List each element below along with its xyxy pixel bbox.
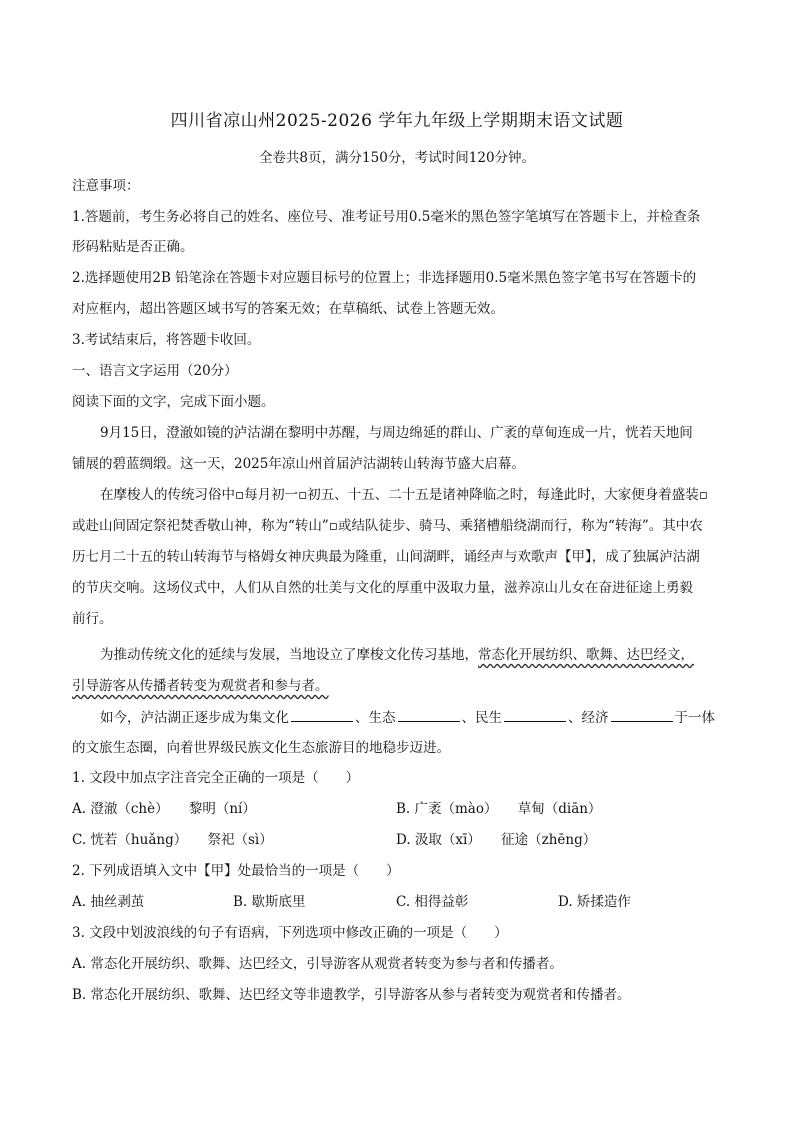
exam-info: 全卷共8页，满分150分，考试时间120分钟。 — [258, 150, 536, 166]
passage-p3-line-1 — [100, 645, 722, 665]
section-instruction: 阅读下面的文字，完成下面小题。 — [72, 394, 275, 410]
fill-blank-1[interactable] — [291, 707, 353, 722]
question-1-option-c[interactable]: C. 恍若（huǎng） 祭祀（sì） — [72, 832, 273, 848]
passage-p4-line-1 — [100, 707, 722, 728]
notice-heading: 注意事项： — [72, 178, 140, 194]
wavy-sentence-part-2: 引导游客从传播者转变为观赏者和参与者。 — [72, 678, 329, 694]
passage-p1-line-2: 铺展的碧蓝绸缎。这一天，2025年凉山州首届泸沽湖转山转海节盛大启幕。 — [72, 456, 525, 472]
page-title: 四川省凉山州2025-2026 学年九年级上学期期末语文试题 — [170, 111, 624, 131]
notice-item-1-line-1: 1.答题前，考生务必将自己的姓名、座位号、准考证号用0.5毫米的黑色签字笔填写在答题卡上，并检查条 — [72, 209, 701, 225]
p4-text-e: 于一体 — [674, 710, 715, 726]
question-3-stem: 3. 文段中划波浪线的句子有语病，下列选项中修改正确的一项是（ ） — [72, 925, 508, 941]
passage-p2-line-4: 的节庆交响。这场仪式中，人们从自然的壮美与文化的厚重中汲取力量，滋养凉山儿女在奋进征途上勇毅 — [72, 580, 693, 596]
p4-text-a: 如今，泸沽湖正逐步成为集文化 — [100, 710, 289, 726]
question-1-option-a[interactable]: A. 澄澈（chè） 黎明（ní） — [72, 801, 256, 817]
passage-p2-line-1: 在摩梭人的传统习俗中▫每月初一▫初五、十五、二十五是诸神降临之时，每逢此时，大家便身着盛装▫ — [100, 487, 708, 503]
p4-text-b: 、生态 — [355, 710, 396, 726]
notice-item-2-line-2: 对应框内，超出答题区域书写的答案无效；在草稿纸、试卷上答题无效。 — [72, 301, 504, 317]
p4-text-d: 、经济 — [568, 710, 609, 726]
passage-p1-line-1: 9月15日，澄澈如镜的泸沽湖在黎明中苏醒，与周边绵延的群山、广袤的草甸连成一片，恍若天地间 — [100, 425, 693, 441]
p4-text-c: 、民生 — [461, 710, 502, 726]
question-2-option-c[interactable]: C. 相得益彰 — [396, 894, 469, 910]
notice-item-1-line-2: 形码粘贴是否正确。 — [72, 239, 194, 255]
question-1-option-d[interactable]: D. 汲取（xī） 征途（zhēng） — [396, 832, 597, 848]
question-3-option-a[interactable]: A. 常态化开展纺织、歌舞、达巴经文，引导游客从观赏者转变为参与者和传播者。 — [72, 956, 563, 972]
question-1-option-b[interactable]: B. 广袤（mào） 草甸（diān） — [396, 801, 602, 817]
question-3-option-b[interactable]: B. 常态化开展纺织、歌舞、达巴经文等非遗教学，引导游客从参与者转变为观赏者和传播者。 — [72, 987, 631, 1003]
question-2-option-d[interactable]: D. 矫揉造作 — [558, 894, 631, 910]
passage-p2-line-5: 前行。 — [72, 611, 113, 627]
fill-blank-4[interactable] — [611, 707, 673, 722]
question-2-option-b[interactable]: B. 歇斯底里 — [233, 894, 306, 910]
passage-p2-line-3: 历七月二十五的转山转海节与格姆女神庆典最为隆重，山间湖畔，诵经声与欢歌声【甲】，成了独属泸沽湖 — [72, 549, 700, 565]
passage-p3-line-2 — [72, 676, 722, 696]
fill-blank-3[interactable] — [504, 707, 566, 722]
passage-p3-text: 为推动传统文化的延续与发展，当地设立了摩梭文化传习基地， — [100, 647, 478, 663]
notice-item-2-line-1: 2.选择题使用2B 铅笔涂在答题卡对应题目标号的位置上；非选择题用0.5毫米黑色签字笔书写在答题卡的 — [72, 270, 697, 286]
question-1-stem: 1. 文段中加点字注音完全正确的一项是（ ） — [72, 770, 360, 786]
notice-item-3: 3.考试结束后，将答题卡收回。 — [72, 332, 261, 348]
question-2-stem: 2. 下列成语填入文中【甲】处最恰当的一项是（ ） — [72, 863, 400, 879]
section-heading: 一、语言文字运用（20分） — [72, 363, 238, 379]
passage-p2-line-2: 或赴山间固定祭祀焚香敬山神，称为“转山”▫或结队徒步、骑马、乘猪槽船绕湖而行，称为“转海”。其中农 — [72, 518, 703, 534]
passage-p4-line-2: 的文旅生态圈，向着世界级民族文化生态旅游目的地稳步迈进。 — [72, 740, 450, 756]
wavy-sentence-part-1: 常态化开展纺织、歌舞、达巴经文， — [478, 647, 694, 663]
fill-blank-2[interactable] — [398, 707, 460, 722]
question-2-option-a[interactable]: A. 抽丝剥茧 — [72, 894, 145, 910]
